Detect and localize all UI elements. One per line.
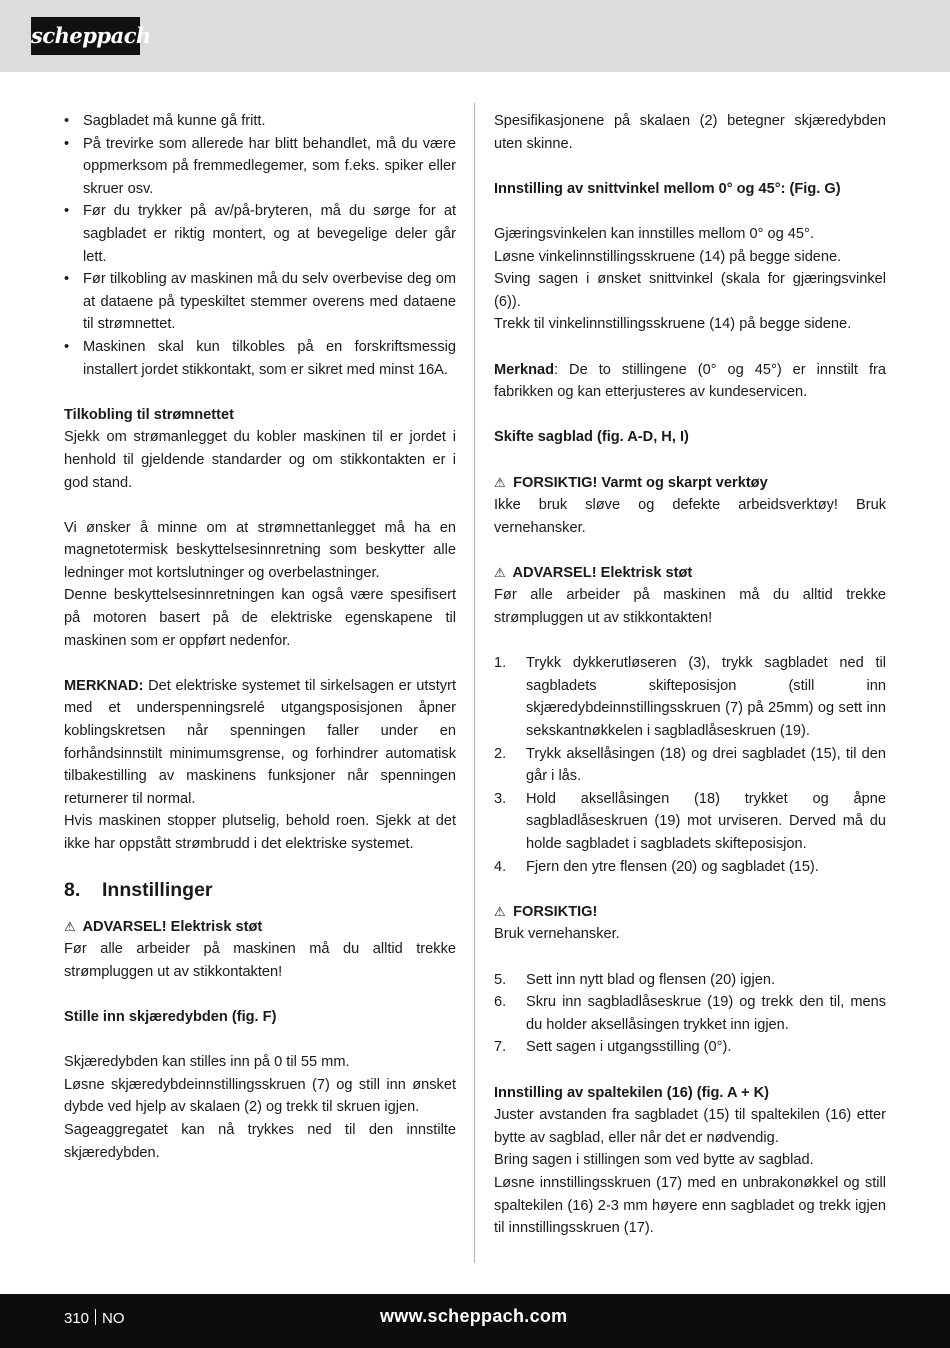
left-column — [64, 110, 456, 1164]
riving-knife-heading: Innstilling av spaltekilen (16) (fig. A + K) — [494, 1084, 770, 1101]
website-link[interactable]: www.scheppach.com — [380, 1306, 568, 1326]
tilkobling-paragraph: Sjekk om strømanlegget du kobler maskinen til er jordet i henhold til gjeldende standarder og om stikkontakten er i god stand. — [64, 429, 456, 491]
list-item: • På trevirke som allerede har blitt behandlet, må du være oppmerksom på fremmedlegemer, som f.eks. spiker eller skruer osv. — [64, 135, 456, 197]
riving-knife-line: Løsne innstillingsskruen (17) med en unbrakonøkkel og still spaltekilen (16) 2-3 mm høyere enn sagbladet og trekk igjen til innstillingsskruen (17). — [494, 1174, 886, 1237]
protection-paragraph: Vi ønsker å minne om at strømnettanlegget må ha en magnetotermisk beskyttelsesinnretning som beskytter alle ledninger mot kortslutninger og overbelastninger. — [64, 519, 456, 581]
cutting-depth-line: Skjæredybden kan stilles inn på 0 til 55 mm. — [64, 1054, 350, 1071]
bevel-angle-heading: Innstilling av snittvinkel mellom 0° og 45°: (Fig. G) — [494, 180, 841, 197]
cutting-depth-heading: Stille inn skjæredybden (fig. F) — [64, 1008, 277, 1025]
list-item: 7. Sett sagen i utgangsstilling (0°). — [494, 1039, 732, 1056]
merknad-paragraph: MERKNAD: Det elektriske systemet til sirkelsagen er utstyrt med et underspenningsrelé utgangsposisjonen åpner koblingskretsen når spenningen faller under en forhåndsinnstilt minimumsgrense, og forhindrer automatisk tilbakestilling av maskinens funksjoner når spenningen returnerer til normal. — [64, 677, 456, 807]
bevel-angle-line: Trekk til vinkelinnstillingsskruene (14) på begge sidene. — [494, 316, 852, 333]
cutting-depth-line: Sageaggregatet kan nå trykkes ned til den innstilte skjæredybden. — [64, 1121, 456, 1161]
cutting-depth-line: Løsne skjæredybdeinnstillingsskruen (7) og still inn ønsket dybde ved hjelp av skalaen (2) og trekk til skruen igjen. — [64, 1076, 456, 1116]
warning-icon: ⚠ — [494, 903, 506, 919]
list-item: • Maskinen skal kun tilkobles på en forskriftsmessig installert jordet stikkontakt, som er sikret med minst 16A. — [64, 338, 456, 378]
column-divider — [474, 103, 475, 1263]
caution-text: Ikke bruk sløve og defekte arbeidsverktøy! Bruk vernehansker. — [494, 497, 886, 536]
safety-bullet-list — [64, 110, 456, 381]
brand-logo: scheppach — [31, 17, 140, 55]
list-item: 6. Skru inn sagbladlåseskrue (19) og trekk den til, mens du holder aksellåsingen trykket inn igjen. — [494, 994, 886, 1033]
bevel-angle-line: Gjæringsvinkelen kan innstilles mellom 0° og 45°. — [494, 225, 814, 242]
list-item: 2. Trykk aksellåsingen (18) og drei sagbladet (15), til den går i lås. — [494, 745, 886, 785]
tilkobling-heading: Tilkobling til strømnettet — [64, 406, 234, 423]
list-item: • Sagbladet må kunne gå fritt. — [64, 113, 266, 129]
list-item: 5. Sett inn nytt blad og flensen (20) igjen. — [494, 971, 776, 988]
right-column — [494, 110, 886, 1240]
list-item: 1. Trykk dykkerutløseren (3), trykk sagbladet ned til sagbladets skifteposisjon (still inn skjæredybdeinnstillingsskruen (7) på 25mm) og sett inn sekskantnøkkelen i sagbladlåseskruen (19). — [494, 655, 886, 740]
riving-knife-line: Juster avstanden fra sagbladet (15) til spaltekilen (16) etter bytte av sagblad, eller når det er nødvendig. — [494, 1107, 886, 1146]
warning-icon: ⚠ — [494, 564, 506, 580]
header-bar — [0, 0, 950, 72]
warning-icon: ⚠ — [494, 474, 506, 490]
power-failure-paragraph: Hvis maskinen stopper plutselig, behold roen. Sjekk at det ikke har oppstått strømbrudd i det elektriske systemet. — [64, 813, 456, 852]
bevel-angle-line: Løsne vinkelinnstillingsskruene (14) på begge sidene. — [494, 248, 842, 265]
list-item: 4. Fjern den ytre flensen (20) og sagbladet (15). — [494, 858, 819, 875]
list-item: 3. Hold aksellåsingen (18) trykket og åpne sagbladlåseskruen (19) mot urviseren. Derved må du holde sagbladet i sagbladets skifteposisjon. — [494, 790, 886, 852]
section-heading: 8. Innstillinger — [64, 878, 213, 901]
caution-heading: ⚠ FORSIKTIG! — [494, 901, 886, 924]
blade-change-steps-continued — [494, 969, 886, 1059]
protection-motor-paragraph: Denne beskyttelsesinnretningen kan også være spesifisert på motoren basert på de elektriske egenskapene til maskinen som er oppført nedenfor. — [64, 587, 456, 649]
warning-icon: ⚠ — [64, 918, 76, 934]
page-separator — [95, 1309, 96, 1325]
riving-knife-line: Bring sagen i stillingen som ved bytte av sagblad. — [494, 1152, 814, 1169]
footer-bar — [0, 1294, 950, 1348]
list-item: • Før tilkobling av maskinen må du selv overbevise deg om at dataene på typeskiltet stemmer overens med dataene til strømnettet. — [64, 271, 456, 333]
scale-spec-paragraph: Spesifikasjonene på skalaen (2) betegner skjæredybden uten skinne. — [494, 113, 886, 152]
blade-change-steps — [494, 652, 886, 878]
merknad-paragraph: Merknad: De to stillingene (0° og 45°) er innstilt fra fabrikken og kan etterjusteres av kundeservicen. — [494, 361, 886, 401]
warning-text: Før alle arbeider på maskinen må du alltid trekke strømpluggen ut av stikkontakten! — [64, 941, 456, 980]
page-indicator — [64, 1309, 125, 1327]
caution-heading: ⚠ FORSIKTIG! Varmt og skarpt verktøy — [494, 472, 886, 495]
warning-text: Før alle arbeider på maskinen må du alltid trekke strømpluggen ut av stikkontakten! — [494, 587, 886, 627]
caution-text: Bruk vernehansker. — [494, 926, 620, 943]
list-item: • Før du trykker på av/på-bryteren, må du sørge for at sagbladet er riktig montert, og at bevegelige deler går lett. — [64, 203, 456, 265]
page-number: 310 — [64, 1310, 90, 1327]
blade-change-heading: Skifte sagblad (fig. A-D, H, I) — [494, 429, 689, 446]
bevel-angle-line: Sving sagen i ønsket snittvinkel (skala for gjæringsvinkel (6)). — [494, 271, 886, 310]
language-code: NO — [102, 1310, 125, 1327]
warning-heading: ⚠ ADVARSEL! Elektrisk støt — [64, 916, 456, 939]
warning-heading: ⚠ ADVARSEL! Elektrisk støt — [494, 562, 886, 585]
